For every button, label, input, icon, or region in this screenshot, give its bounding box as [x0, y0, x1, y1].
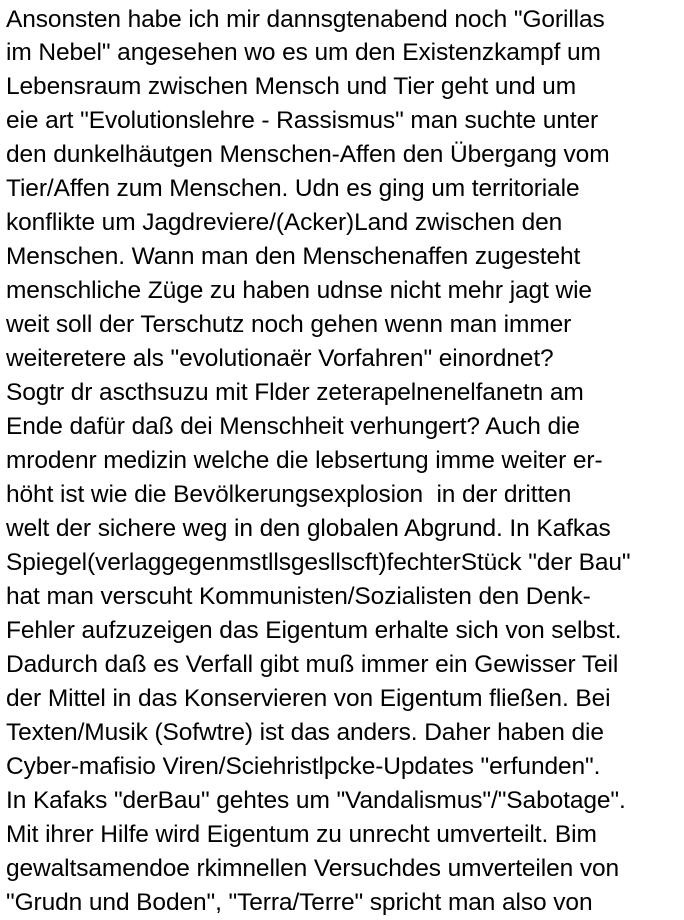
text-line: hat man verscuht Kommunisten/Sozialisten den Denk- [6, 583, 591, 610]
text-line: Ansonsten habe ich mir dannsgtenabend noch "Gorillas [6, 6, 605, 33]
text-line: Cyber-mafisio Viren/Sciehristlpcke-Updates "erfunden". [6, 753, 601, 780]
text-line: Menschen. Wann man den Menschenaffen zugesteht [6, 243, 581, 270]
text-line: mrodenr medizin welche die lebsertung imme weiter er- [6, 447, 603, 474]
text-line: gewaltsamendoe rkimnellen Versuchdes umverteilen von [6, 855, 620, 882]
text-line: höht ist wie die Bevölkerungsexplosion in der dritten [6, 481, 572, 508]
text-line: Lebensraum zwischen Mensch und Tier geht und um [6, 73, 577, 100]
text-line: Spiegel(verlaggegenmstllsgesllscft)fechterStück "der Bau" [6, 549, 631, 576]
text-line: weiteretere als "evolutionaër Vorfahren" einordnet? [6, 345, 554, 372]
text-line: welt der sichere weg in den globalen Abgrund. In Kafkas [6, 515, 611, 542]
text-line: konflikte um Jagdreviere/(Acker)Land zwischen den [6, 209, 563, 236]
text-line: Tier/Affen zum Menschen. Udn es ging um territoriale [6, 175, 580, 202]
text-line: im Nebel" angesehen wo es um den Existenzkampf um [6, 39, 601, 66]
text-line: menschliche Züge zu haben udnse nicht mehr jagt wie [6, 277, 592, 304]
document-text [6, 0, 682, 920]
text-line: Mit ihrer Hilfe wird Eigentum zu unrecht umverteilt. Bim [6, 821, 597, 848]
text-line: Ende dafür daß dei Menschheit verhungert? Auch die [6, 413, 580, 440]
text-line: Fehler aufzuzeigen das Eigentum erhalte sich von selbst. [6, 617, 622, 644]
text-line: weit soll der Terschutz noch gehen wenn man immer [6, 311, 572, 338]
text-line: In Kafaks "derBau" gehtes um "Vandalismus"/"Sabotage". [6, 787, 626, 814]
text-line: Dadurch daß es Verfall gibt muß immer ein Gewisser Teil [6, 651, 619, 678]
text-line: eie art "Evolutionslehre - Rassismus" man suchte unter [6, 107, 599, 134]
text-line: "Grudn und Boden", "Terra/Terre" spricht man also von [6, 889, 593, 916]
text-line: den dunkelhäutgen Menschen-Affen den Übergang vom [6, 141, 610, 168]
text-line: Texten/Musik (Sofwtre) ist das anders. Daher haben die [6, 719, 604, 746]
text-line: Sogtr dr ascthsuzu mit Flder zeterapelnenelfanetn am [6, 379, 584, 406]
text-line: der Mittel in das Konservieren von Eigentum fließen. Bei [6, 685, 611, 712]
